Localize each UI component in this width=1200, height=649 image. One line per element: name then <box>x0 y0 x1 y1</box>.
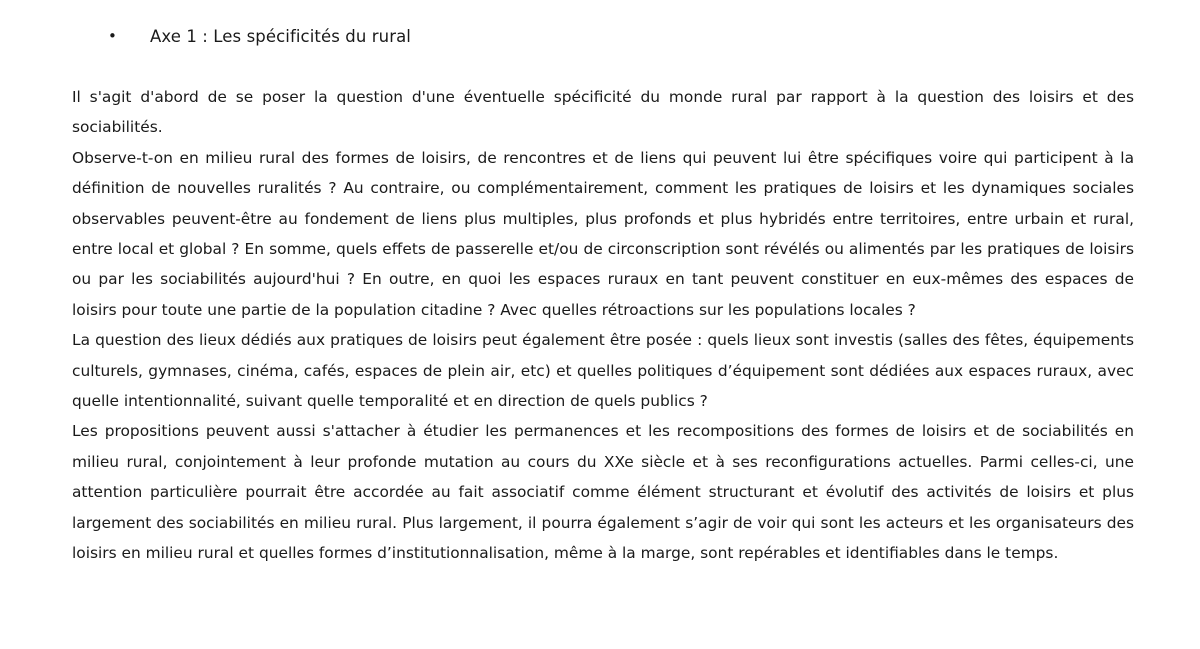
paragraph-questions: Observe-t-on en milieu rural des formes de loisirs, de rencontres et de liens qui peuvent lui être spécifiques voire qui participent à la définition de nouvelles ruralités ? Au contraire, ou complémentairement, comment les pratiques de loisirs et les dynamiques sociales observables peuvent-être au fondement de liens plus multiples, plus profonds et plus hybridés entre territoires, entre urbain et rural, entre local et global ? En somme, quels effets de passerelle et/ou de circonscription sont révélés ou alimentés par les pratiques de loisirs ou par les sociabilités aujourd'hui ? En outre, en quoi les espaces ruraux en tant peuvent constituer en eux-mêmes des espaces de loisirs pour toute une partie de la population citadine ? Avec quelles rétroactions sur les populations locales ? <box>72 148 1134 319</box>
document-body <box>72 82 1134 569</box>
section-heading <box>108 22 411 50</box>
bullet-marker: • <box>108 27 117 45</box>
paragraph-proposals: Les propositions peuvent aussi s'attacher à étudier les permanences et les recompositions des formes de loisirs et de sociabilités en milieu rural, conjointement à leur profonde mutation au cours du XXe siècle et à ses reconfigurations actuelles. Parmi celles-ci, une attention particulière pourrait être accordée au fait associatif comme élément structurant et évolutif des activités de loisirs et plus largement des sociabilités en milieu rural. Plus largement, il pourra également s’agir de voir qui sont les acteurs et les organisateurs des loisirs en milieu rural et quelles formes d’institutionnalisation, même à la marge, sont repérables et identifiables dans le temps. <box>72 422 1134 563</box>
paragraph-intro: Il s'agit d'abord de se poser la question d'une éventuelle spécificité du monde rural par rapport à la question des loisirs et des sociabilités. <box>72 88 1134 137</box>
heading-title: Axe 1 : Les spécificités du rural <box>150 26 411 46</box>
paragraph-places: La question des lieux dédiés aux pratiques de loisirs peut également être posée : quels lieux sont investis (salles des fêtes, équipements culturels, gymnases, cinéma, cafés, espaces de plein air, etc) et quelles politiques d’équipement sont dédiées aux espaces ruraux, avec quelle intentionnalité, suivant quelle temporalité et en direction de quels publics ? <box>72 331 1134 411</box>
